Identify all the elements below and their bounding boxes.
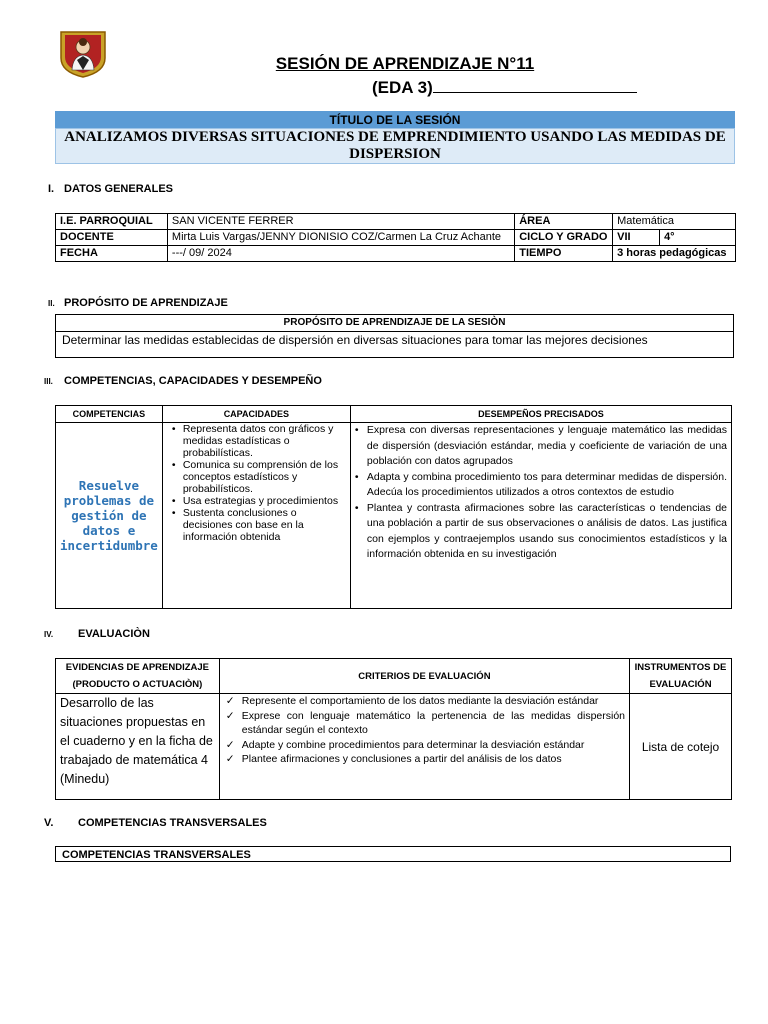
list-item: • Representa datos con gráficos y medidas estadísticas o probabilísticas. xyxy=(167,423,346,459)
list-item: • Comunica su comprensión de los conceptos estadísticos y probabilísticos. xyxy=(167,459,346,495)
table-row xyxy=(56,246,736,262)
section-5-number: V. xyxy=(44,817,54,829)
ciclo-label: CICLO Y GRADO xyxy=(515,230,613,246)
section-5-label: COMPETENCIAS TRANSVERSALES xyxy=(78,817,267,829)
purpose-box xyxy=(55,314,734,358)
docente-value: Mirta Luis Vargas/JENNY DIONISIO COZ/Carmen La Cruz Achante xyxy=(167,230,514,246)
section-3-label: COMPETENCIAS, CAPACIDADES Y DESEMPEÑO xyxy=(64,375,322,387)
blank-line xyxy=(433,78,637,93)
area-label: ÁREA xyxy=(515,214,613,230)
capacities-list xyxy=(167,423,346,543)
list-item: • Plantea y contrasta afirmaciones sobre las características o tendencias de una población a partir de sus observaciones o análisis de datos. Las justifica con ejemplos y contraejemplos usando sus conocimientos estadísticos y la información obtenida en su investigación xyxy=(355,501,727,563)
list-item: ✓ Adapte y combine procedimientos para determinar la desviación estándar xyxy=(224,738,625,753)
section-3-heading xyxy=(44,375,322,387)
section-2-number: II. xyxy=(48,299,55,308)
grado-value: 4° xyxy=(660,230,736,246)
session-title: ANALIZAMOS DIVERSAS SITUACIONES DE EMPRENDIMIENTO USANDO LAS MEDIDAS DE DISPERSION xyxy=(55,128,735,164)
instrument-value: Lista de cotejo xyxy=(630,694,732,800)
section-1-number: I. xyxy=(48,183,55,195)
fecha-label: FECHA xyxy=(56,246,168,262)
capacidades-header: CAPACIDADES xyxy=(162,406,350,423)
list-item: ✓ Represente el comportamiento de los datos mediante la desviación estándar xyxy=(224,694,625,709)
evaluation-table xyxy=(55,658,732,800)
section-4-number: IV. xyxy=(44,630,54,639)
list-item: • Usa estrategias y procedimientos xyxy=(167,495,346,507)
performances-cell xyxy=(350,423,731,609)
tiempo-label: TIEMPO xyxy=(515,246,613,262)
desempenos-header: DESEMPEÑOS PRECISADOS xyxy=(350,406,731,423)
table-row xyxy=(56,230,736,246)
docente-label: DOCENTE xyxy=(56,230,168,246)
section-1-label: DATOS GENERALES xyxy=(64,183,173,195)
section-3-number: III. xyxy=(44,377,53,386)
table-row xyxy=(56,694,732,800)
competencias-header: COMPETENCIAS xyxy=(56,406,163,423)
general-data-table xyxy=(55,213,736,262)
criteria-list xyxy=(224,694,625,767)
ie-label: I.E. PARROQUIAL xyxy=(56,214,168,230)
section-2-label: PROPÓSITO DE APRENDIZAJE xyxy=(64,297,228,309)
section-5-heading xyxy=(44,817,267,829)
list-item: • Expresa con diversas representaciones y lenguaje matemático las medidas de dispersión (desviación estándar, media y coeficiente de variación de una población con datos agrupados xyxy=(355,423,727,470)
session-title-header: TÍTULO DE LA SESIÓN xyxy=(55,111,735,129)
capacities-cell xyxy=(162,423,350,609)
ciclo-value: VII xyxy=(613,230,660,246)
transversal-competencies-box: COMPETENCIAS TRANSVERSALES xyxy=(55,846,731,862)
competencies-table xyxy=(55,405,732,609)
section-1-heading xyxy=(48,183,173,195)
table-header-row xyxy=(56,406,732,423)
page-subtitle xyxy=(372,78,637,98)
instruments-header: INSTRUMENTOS DE EVALUACIÓN xyxy=(630,659,732,694)
section-4-heading xyxy=(44,628,150,640)
section-4-label: EVALUACIÒN xyxy=(78,628,150,640)
table-row xyxy=(56,423,732,609)
performances-list xyxy=(355,423,727,563)
area-value: Matemática xyxy=(613,214,736,230)
list-item: ✓ Plantee afirmaciones y conclusiones a partir del análisis de los datos xyxy=(224,752,625,767)
competency-name: Resuelve problemas de gestión de datos e incertidumbre xyxy=(56,423,163,609)
ie-value: SAN VICENTE FERRER xyxy=(167,214,514,230)
list-item: • Adapta y combina procedimiento tos para determinar medidas de dispersión. Adecúa los procedimientos utilizados a otros contextos de estudio xyxy=(355,470,727,501)
list-item: • Sustenta conclusiones o decisiones con base en la información obtenida xyxy=(167,507,346,543)
criteria-cell xyxy=(219,694,629,800)
purpose-header: PROPÓSITO DE APRENDIZAJE DE LA SESIÒN xyxy=(56,315,733,332)
criteria-header: CRITERIOS DE EVALUACIÓN xyxy=(219,659,629,694)
tiempo-value: 3 horas pedagógicas xyxy=(613,246,736,262)
table-header-row xyxy=(56,659,732,694)
fecha-value: ---/ 09/ 2024 xyxy=(167,246,514,262)
eda-label: (EDA 3) xyxy=(372,78,433,97)
list-item: ✓ Exprese con lenguaje matemático la pertenencia de las medidas dispersión estándar según el contexto xyxy=(224,709,625,738)
section-2-heading xyxy=(48,297,228,309)
purpose-text: Determinar las medidas establecidas de dispersión en diversas situaciones para tomar las mejores decisiones xyxy=(62,333,648,347)
page-title: SESIÓN DE APRENDIZAJE N°11 xyxy=(275,54,535,73)
evidence-header: EVIDENCIAS DE APRENDIZAJE (PRODUCTO O ACTUACIÒN) xyxy=(56,659,220,694)
evidence-text: Desarrollo de las situaciones propuestas en el cuaderno y en la ficha de trabajado de matemática 4 (Minedu) xyxy=(56,694,220,800)
table-row xyxy=(56,214,736,230)
